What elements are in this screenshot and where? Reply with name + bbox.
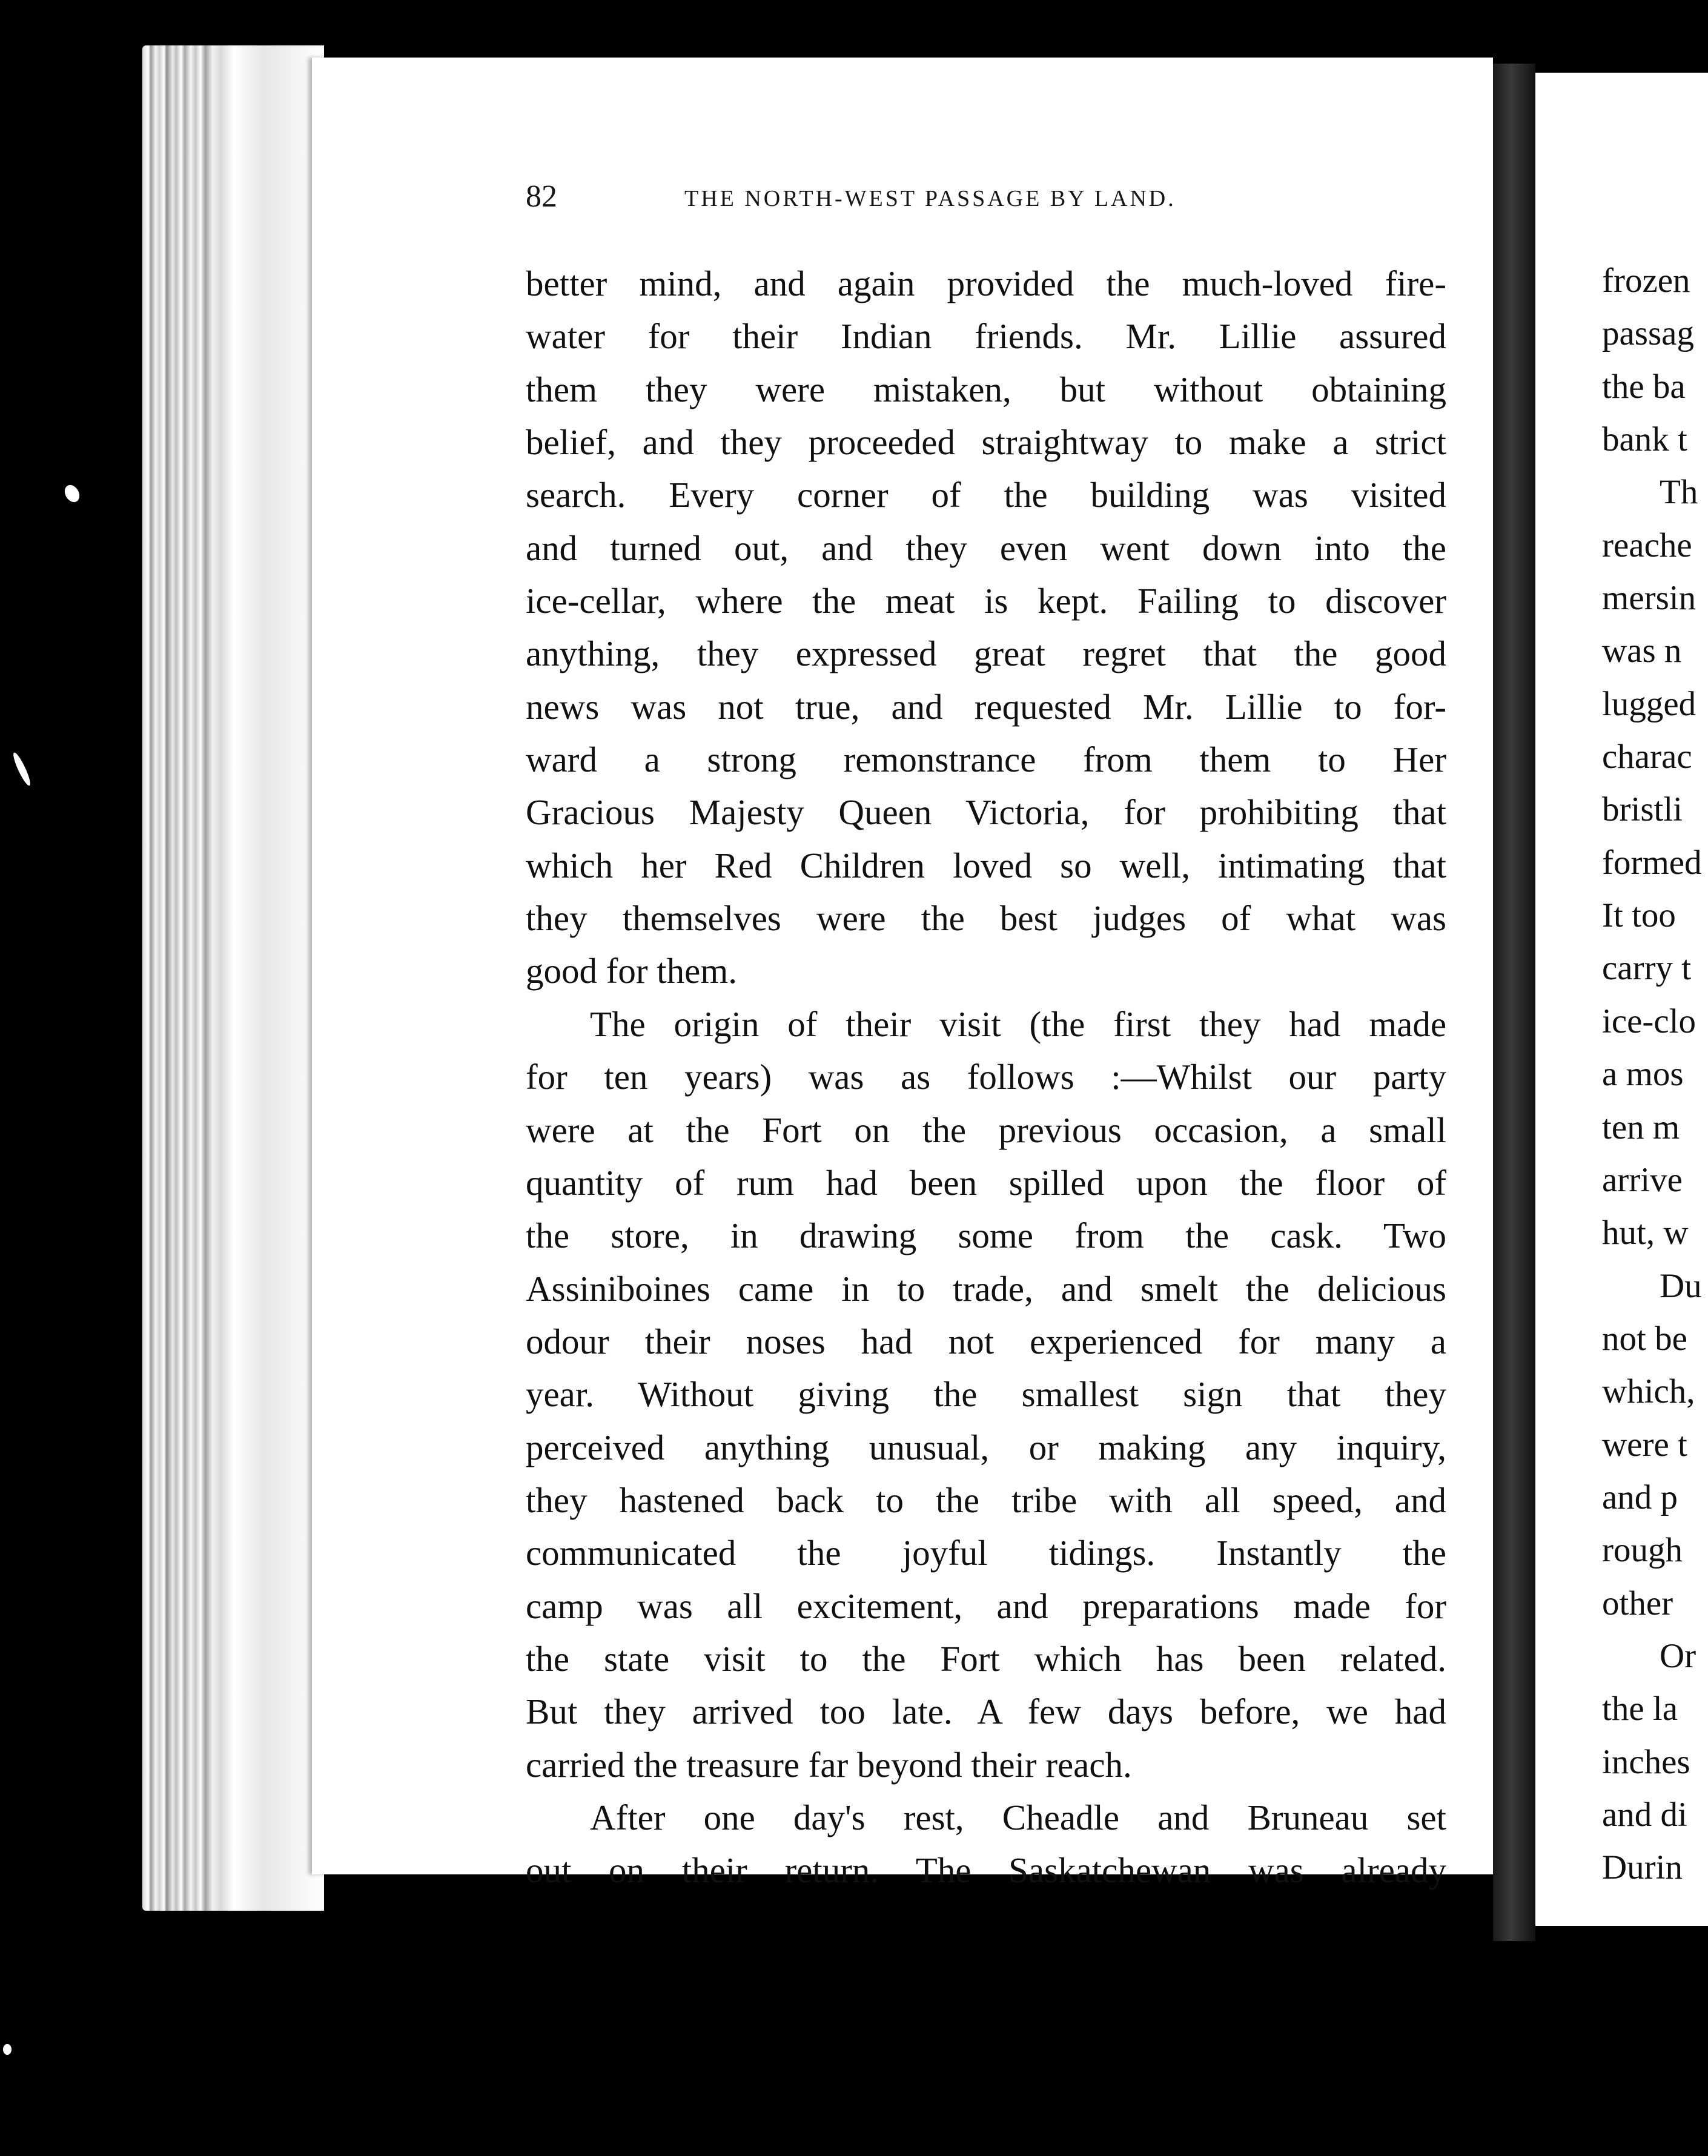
right-page-line: rough [1602,1531,1683,1570]
right-page-line: bank t [1602,420,1687,459]
right-page-line: which, [1602,1372,1695,1411]
right-page-line: other [1602,1584,1673,1622]
text-line: the state visit to the Fort which has been related. [526,1638,1446,1679]
right-page-line: a mos [1602,1055,1684,1094]
running-head [526,176,1292,224]
page-number: 82 [526,179,557,214]
right-page-line: hut, w [1602,1214,1689,1252]
text-line: quantity of rum had been spilled upon the floor of [526,1162,1446,1203]
right-page-line: carry t [1602,949,1692,988]
text-line: Assiniboines came in to trade, and smelt the delicious [526,1268,1446,1309]
text-line: news was not true, and requested Mr. Lillie to for- [526,686,1446,727]
right-page-line: It too [1602,896,1676,935]
text-line: camp was all excitement, and preparations made for [526,1586,1446,1626]
text-line: But they arrived too late. A few days before, we had [526,1691,1446,1732]
text-line: ward a strong remonstrance from them to Her [526,739,1446,780]
right-page-line: Du [1660,1266,1702,1305]
right-page-line: formed [1602,843,1702,882]
right-page-line: the la [1602,1690,1678,1728]
text-line: year. Without giving the smallest sign that they [526,1374,1446,1415]
right-page-line: frozen [1602,262,1690,300]
body-text [526,257,1446,1897]
text-line: anything, they expressed great regret that the good [526,633,1446,674]
right-page-line: arrive [1602,1160,1683,1199]
right-page-line: not be [1602,1319,1687,1358]
text-line: communicated the joyful tidings. Instantly the [526,1533,1446,1573]
scan-speck [1566,242,1569,247]
right-page-line: ten m [1602,1108,1680,1146]
text-line: search. Every corner of the building was visited [526,475,1446,515]
right-page-line: was n [1602,632,1682,670]
text-line: perceived anything unusual, or making any inquiry, [526,1427,1446,1467]
text-line: were at the Fort on the previous occasion, a small [526,1109,1446,1150]
running-title: THE NORTH-WEST PASSAGE BY LAND. [684,186,1176,211]
right-page-line: and p [1602,1478,1678,1516]
right-page-line: Th [1660,473,1698,512]
scan-speck [11,751,33,787]
text-line: water for their Indian friends. Mr. Lillie assured [526,316,1446,357]
text-line: which her Red Children loved so well, intimating that [526,845,1446,885]
right-page-line: the ba [1602,367,1686,406]
text-line: good for them. [526,951,738,991]
text-line: for ten years) was as follows :—Whilst our party [526,1057,1446,1097]
text-line: and turned out, and they even went down into the [526,527,1446,568]
text-line: they hastened back to the tribe with all speed, and [526,1480,1446,1520]
scan-speck [62,483,82,505]
text-line: Gracious Majesty Queen Victoria, for prohibiting that [526,792,1446,833]
text-line: odour their noses had not experienced for many a [526,1321,1446,1361]
text-line: After one day's rest, Cheadle and Bruneau set [590,1797,1446,1837]
right-page-line: inches [1602,1742,1690,1781]
right-page-line: Durin [1602,1848,1683,1887]
right-page-line: passag [1602,314,1694,353]
right-page-line: Or [1660,1636,1696,1675]
right-page-line: and di [1602,1795,1687,1834]
book-gutter [1493,64,1535,1941]
right-page-fragment [1535,73,1708,1926]
text-line: better mind, and again provided the much-loved fire- [526,263,1446,303]
text-line: ice-cellar, where the meat is kept. Failing to discover [526,581,1446,621]
right-page-line: mersin [1602,579,1696,618]
text-line: out on their return. The Saskatchewan was already [526,1850,1446,1891]
text-line: they themselves were the best judges of what was [526,898,1446,939]
book-page-edges [142,45,324,1911]
right-page-line: ice-clo [1602,1002,1696,1040]
text-line: carried the treasure far beyond their reach. [526,1744,1132,1785]
text-line: belief, and they proceeded straightway to make a strict [526,422,1446,463]
right-page-line: lugged [1602,684,1696,723]
right-page-line: bristli [1602,790,1683,829]
right-page-text [1602,254,1708,1894]
text-line: The origin of their visit (the first they had made [590,1004,1446,1044]
right-page-line: reache [1602,526,1692,564]
right-page-line: charac [1602,738,1692,776]
right-page-line: were t [1602,1425,1687,1464]
text-line: them they were mistaken, but without obtaining [526,369,1446,409]
text-line: the store, in drawing some from the cask. Two [526,1215,1446,1256]
scan-speck [3,2044,12,2055]
